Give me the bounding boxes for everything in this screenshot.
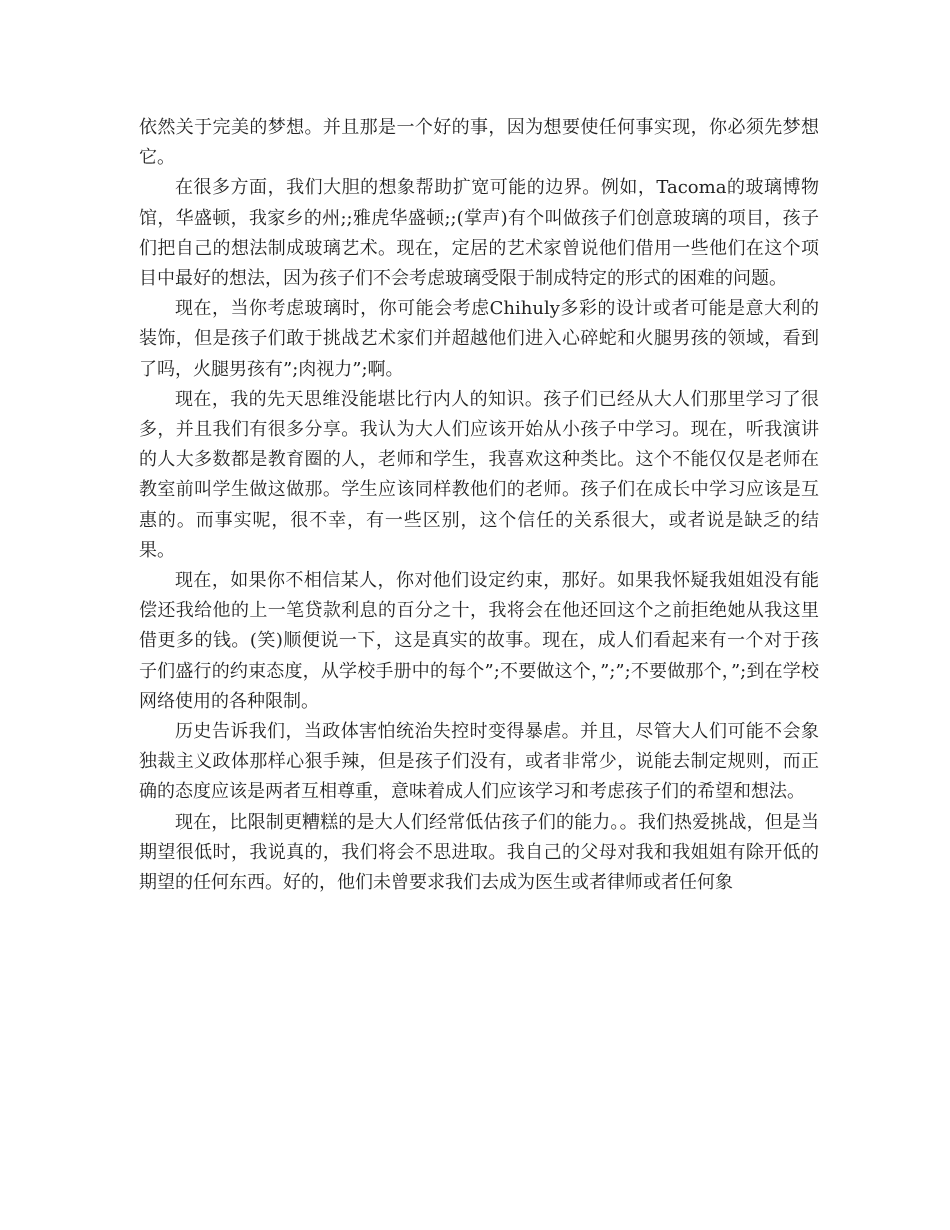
paragraph-2: 在很多方面，我们大胆的想象帮助扩宽可能的边界。例如，Tacoma的玻璃博物馆，华盛顿，我家乡的州;;雅虎华盛顿;;(掌声)有个叫做孩子们创意玻璃的项目，孩子们把自己的想法制成玻璃艺术。现在，定居的艺术家曾说他们借用一些他们在这个项目中最好的想法，因为孩子们不会考虑玻璃受限于制成特定的形式的困难的问题。 — [139, 177, 819, 290]
paragraph-5: 现在，如果你不相信某人，你对他们设定约束，那好。如果我怀疑我姐姐没有能偿还我给他的上一笔贷款利息的百分之十，我将会在他还回这个之前拒绝她从我这里借更多的钱。(笑)顺便说一下，这是真实的故事。现在，成人们看起来有一个对于孩子们盛行的约束态度，从学校手册中的每个”;不要做这个，”;”;不要做那个，”;到在学校网络使用的各种限制。 — [139, 570, 819, 712]
paragraph-7: 现在，比限制更糟糕的是大人们经常低估孩子们的能力。。我们热爱挑战，但是当期望很低时，我说真的，我们将会不思进取。我自己的父母对我和我姐姐有除开低的期望的任何东西。好的，他们未曾要求我们去成为医生或者律师或者任何象 — [139, 811, 819, 894]
paragraph-3: 现在，当你考虑玻璃时，你可能会考虑Chihuly多彩的设计或者可能是意大利的装饰，但是孩子们敢于挑战艺术家们并超越他们进入心碎蛇和火腿男孩的领域，看到了吗，火腿男孩有”;肉视力”;啊。 — [139, 298, 819, 380]
document-body — [139, 113, 819, 898]
paragraph-1: 依然关于完美的梦想。并且那是一个好的事，因为想要使任何事实现，你必须先梦想它。 — [139, 117, 819, 169]
paragraph-6: 历史告诉我们，当政体害怕统治失控时变得暴虐。并且，尽管大人们可能不会象独裁主义政体那样心狠手辣，但是孩子们没有，或者非常少，说能去制定规则，而正确的态度应该是两者互相尊重，意味着成人们应该学习和考虑孩子们的希望和想法。 — [139, 721, 819, 803]
paragraph-4: 现在，我的先天思维没能堪比行内人的知识。孩子们已经从大人们那里学习了很多，并且我们有很多分享。我认为大人们应该开始从小孩子中学习。现在，听我演讲的人大多数都是教育圈的人，老师和学生，我喜欢这种类比。这个不能仅仅是老师在教室前叫学生做这做那。学生应该同样教他们的老师。孩子们在成长中学习应该是互惠的。而事实呢，很不幸，有一些区别，这个信任的关系很大，或者说是缺乏的结果。 — [139, 388, 819, 561]
